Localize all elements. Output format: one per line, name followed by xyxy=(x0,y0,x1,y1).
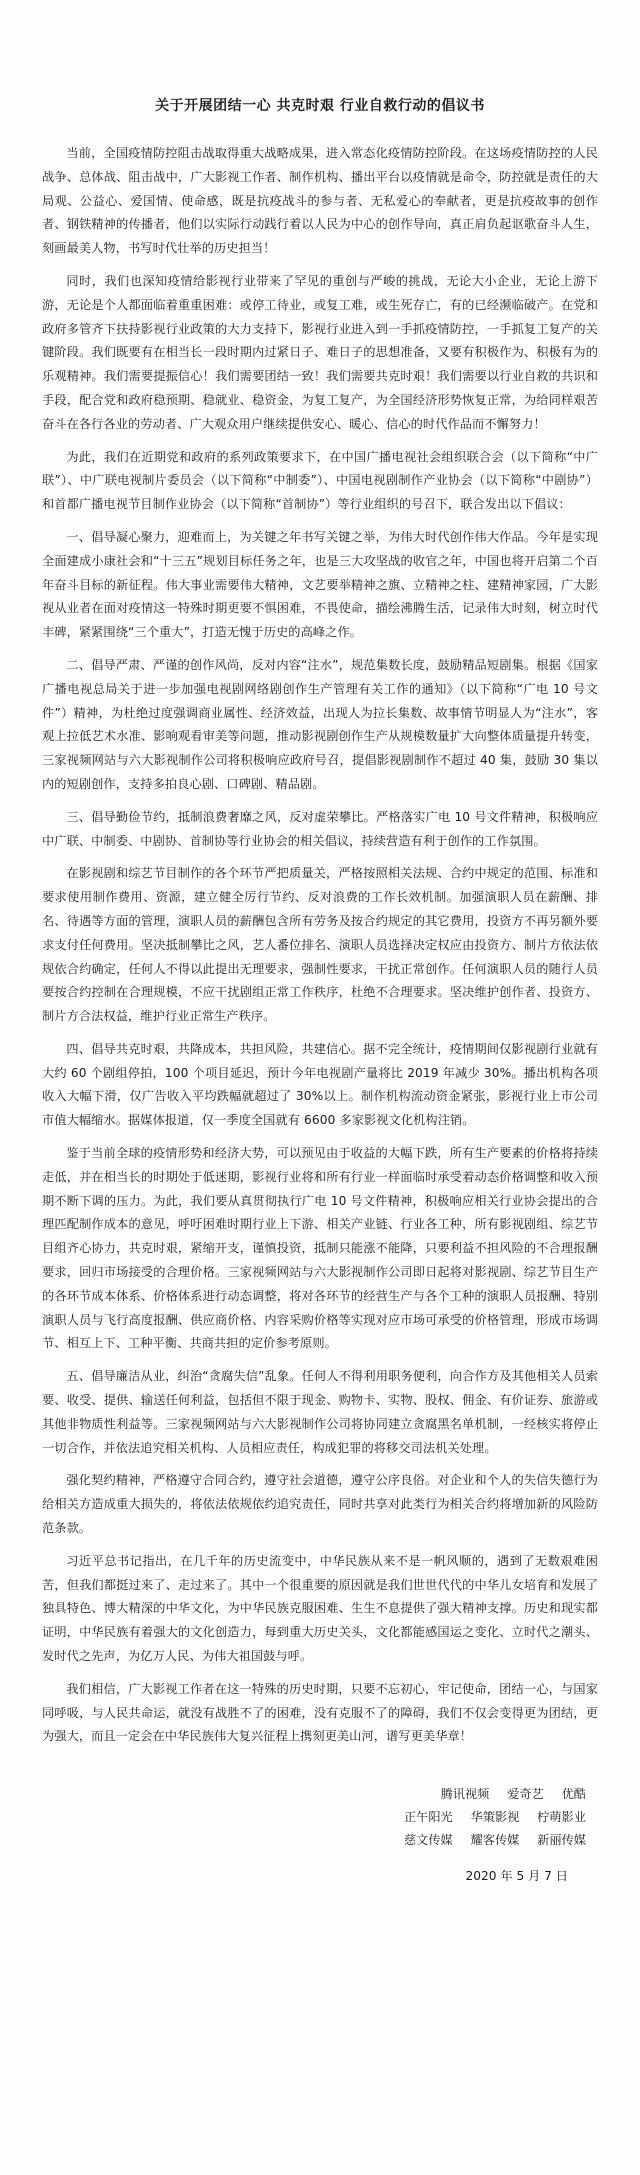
document-title: 关于开展团结一心 共克时艰 行业自救行动的倡议书 xyxy=(155,98,485,114)
paragraph: 三、倡导勤俭节约，抵制浪费奢靡之风，反对虚荣攀比。严格落实广电 10 号文件精神，积极响应中广联、中制委、中剧协、首制协等行业协会的相关倡议，持续营造有利于创作的工作氛围。 xyxy=(42,809,598,848)
signatory-name: 柠萌影业 xyxy=(537,1810,586,1825)
signatory-name: 优酷 xyxy=(561,1787,586,1802)
paragraph: 我们相信，广大影视工作者在这一特殊的历史时期，只要不忘初心，牢记使命，团结一心，与国家同呼吸，与人民共命运，就没有战胜不了的困难，没有克服不了的障碍，我们不仅会变得更为团结，更为强大，而且一定会在中华民族伟大复兴征程上携刻更美山河，谱写更美华章！ xyxy=(42,1681,598,1744)
document-body xyxy=(42,142,598,1749)
signatory-name: 华策影视 xyxy=(470,1810,520,1825)
paragraph: 强化契约精神，严格遵守合同合约，遵守社会道德，遵守公序良俗。对企业和个人的失信失德行为给相关方造成重大损失的，将依法依规依约追究责任，同时共享对此类行为相关合约将增加新的风险防范条款。 xyxy=(42,1473,598,1536)
paragraph: 习近平总书记指出，在几千年的历史流变中，中华民族从来不是一帆风顺的，遇到了无数艰难困苦，但我们都挺过来了、走过来了。其中一个很重要的原因就是我们世世代代的中华儿女培育和发展了独具特色、博大精深的中华文化，为中华民族克服困难、生生不息提供了强大精神支撑。历史和现实都证明，中华民族有着强大的文化创造力，每到重大历史关头，文化都能感国运之变化、立时代之潮头、发时代之先声，为亿万人民、为伟大祖国鼓与呼。 xyxy=(42,1553,598,1664)
paragraph: 当前，全国疫情防控阻击战取得重大战略成果，进入常态化疫情防控阶段。在这场疫情防控的人民战争、总体战、阻击战中，广大影视工作者、制作机构、播出平台以疫情就是命令，防控就是责任的大局观、公益心、爱国情、使命感，既是抗疫战斗的参与者、无私爱心的奉献者，更是抗疫故事的创作者、钢铁精神的传播者，他们以实际行动践行着以人民为中心的创作导向，真正肩负起讴歌奋斗人生，刻画最美人物，书写时代壮举的历史担当！ xyxy=(42,146,598,256)
signatory-row xyxy=(42,1829,586,1852)
signatory-name: 正午阳光 xyxy=(404,1810,453,1825)
paragraph: 一、倡导凝心聚力，迎难而上，为关键之年书写关键之举，为伟大时代创作伟大作品。今年是实现全面建成小康社会和“十三五”规划目标任务之年，也是三大攻坚战的收官之年，中国也将开启第二个百年奋斗目标的新征程。伟大事业需要伟大精神，文艺要举精神之旗、立精神之柱、建精神家园，广大影视从业者在面对疫情这一特殊时期更要不惧困难，不畏使命，描绘沸腾生活，记录伟大时刻，树立时代丰碑，紧紧围绕“三个重大”，打造无愧于历史的高峰之作。 xyxy=(42,529,598,640)
signatory-name: 新丽传媒 xyxy=(537,1833,586,1848)
paragraph: 为此，我们在近期党和政府的系列政策要求下，在中国广播电视社会组织联合会（以下简称“中广联”）、中广联电视制片委员会（以下简称“中制委”）、中国电视剧制作产业协会（以下简称“中剧协”）和首都广播电视节目制作业协会（以下简称“首制协”）等行业组织的号召下，联合发出以下倡议： xyxy=(42,449,598,512)
paragraph: 鉴于当前全球的疫情形势和经济大势，可以预见由于收益的大幅下跌，所有生产要素的价格将持续走低，并在相当长的时期处于低迷期，影视行业将和所有行业一样面临时承受着动态价格调整和收入预期不断下调的压力。为此，我们要从真贯彻执行广电 10 号文件精神，积极响应相关行业协会提出的合理匹配制作成本的意见，呼吁困难时期行业上下游、相关产业链、行业各工种，所有影视剧组、综艺节目组齐心协力，共克时艰，紧缩开支，谨慎投资，抵制只能涨不能降，只要利益不担风险的不合理报酬要求，回归市场接受的合理价格。三家视频网站与六大影视制作公司即日起将对影视剧、综艺节目生产的各环节成本体系、价格体系进行动态调整，将对各环节的经营生产与各个工种的演职人员报酬、特别演职人员与飞行高度报酬、供应商价格、内容采购价格等实现对应市场可承受的价格管理，形成市场调节、相互上下、工种平衡、共商共担的定价参考原则。 xyxy=(42,1146,598,1351)
paragraph: 四、倡导共克时艰，共降成本，共担风险，共建信心。据不完全统计，疫情期间仅影视剧行业就有大约 60 个剧组停拍，100 个项目延迟，预计今年电视剧产量将比 2019 年减少 30%。播出机构各项收入大幅下滑，仅广告收入平均跌幅就超过了 30%以上。制作机构流动资金紧张，影视行业上市公司市值大幅缩水。据媒体报道，仅一季度全国就有 6600 多家影视文化机构注销。 xyxy=(42,1041,598,1128)
signatory-name: 爱奇艺 xyxy=(507,1787,544,1802)
signatory-name: 腾讯视频 xyxy=(440,1787,490,1802)
signatory-row xyxy=(42,1806,586,1829)
paragraph: 在影视剧和综艺节目制作的各个环节严把质量关，严格按照相关法规、合约中规定的范围、标准和要求使用制作费用、资源，建立健全厉行节约、反对浪费的工作长效机制。加强演职人员在薪酬、排名、待遇等方面的管理，演职人员的薪酬包含所有劳务及按合约规定的其它费用，投资方不再另额外要求支付任何费用。坚决抵制攀比之风，艺人番位排名、演职人员选择决定权应由投资方、制片方依法依规依合约确定，任何人不得以此提出无理要求，强制性要求，干扰正常创作。任何演职人员的随行人员要按合约控制在合理规模，不应干扰剧组正常工作秩序，杜绝不合理要求。坚决维护创作者、投资方、制片方合法权益，维护行业正常生产秩序。 xyxy=(42,866,598,1024)
signatory-name: 耀客传媒 xyxy=(470,1833,520,1848)
signatory-row xyxy=(42,1783,586,1806)
paragraph: 二、倡导严肃、严谨的创作风尚，反对内容“注水”，规范集数长度，鼓励精品短剧集。根据《国家广播电视总局关于进一步加强电视剧网络剧创作生产管理有关工作的通知》（以下简称“广电 10 号文件”）精神，为杜绝过度强调商业属性、经济效益，出现人为拉长集数、故事情节明显人为“注水”，客观上拉低艺术水准、影响观看审美等问题，推动影视剧创作生产从规模数量扩大向整体质量提升转变，三家视频网站与六大影视制作公司将积极响应政府号召，提倡影视剧制作不超过 40 集，鼓励 30 集以内的短剧创作，支持多拍良心剧、口碑剧、精品剧。 xyxy=(42,657,598,791)
signatory-name: 慈文传媒 xyxy=(404,1833,453,1848)
paragraph: 五、倡导廉洁从业，纠治“贪腐失信”乱象。任何人不得利用职务便利，向合作方及其他相关人员索要、收受、提供、输送任何利益，包括但不限于现金、购物卡、实物、股权、佣金、有价证券、旅游或其他非物质性利益等。三家视频网站与六大影视制作公司将协同建立贪腐黑名单机制，一经核实将停止一切合作，并依法追究相关机构、人员相应责任，构成犯罪的将移交司法机关处理。 xyxy=(42,1369,598,1455)
paragraph: 同时，我们也深知疫情给影视行业带来了罕见的重创与严峻的挑战，无论大小企业，无论上游下游，无论是个人都面临着重重困难：或停工待业，或复工难，或生死存亡，有的已经濒临破产。在党和政府多管齐下扶持影视行业政策的大力支持下，影视行业进入到一手抓疫情防控，一手抓复工复产的关键阶段。我们既要有在相当长一段时期内过紧日子、难日子的思想准备，又要有积极作为、积极有为的乐观精神。我们需要提振信心！我们需要团结一致！我们需要共克时艰！我们需要以行业自救的共识和手段，配合党和政府稳预期、稳就业、稳资金，为复工复产，为全国经济形势恢复正常，为给同样艰苦奋斗在各行各业的劳动者、广大观众用户继续提供安心、暖心、信心的时代作品而不懈努力！ xyxy=(42,273,598,431)
document-date: 2020 年 5 月 7 日 xyxy=(465,1869,568,1884)
signatory-block xyxy=(42,1783,598,1852)
